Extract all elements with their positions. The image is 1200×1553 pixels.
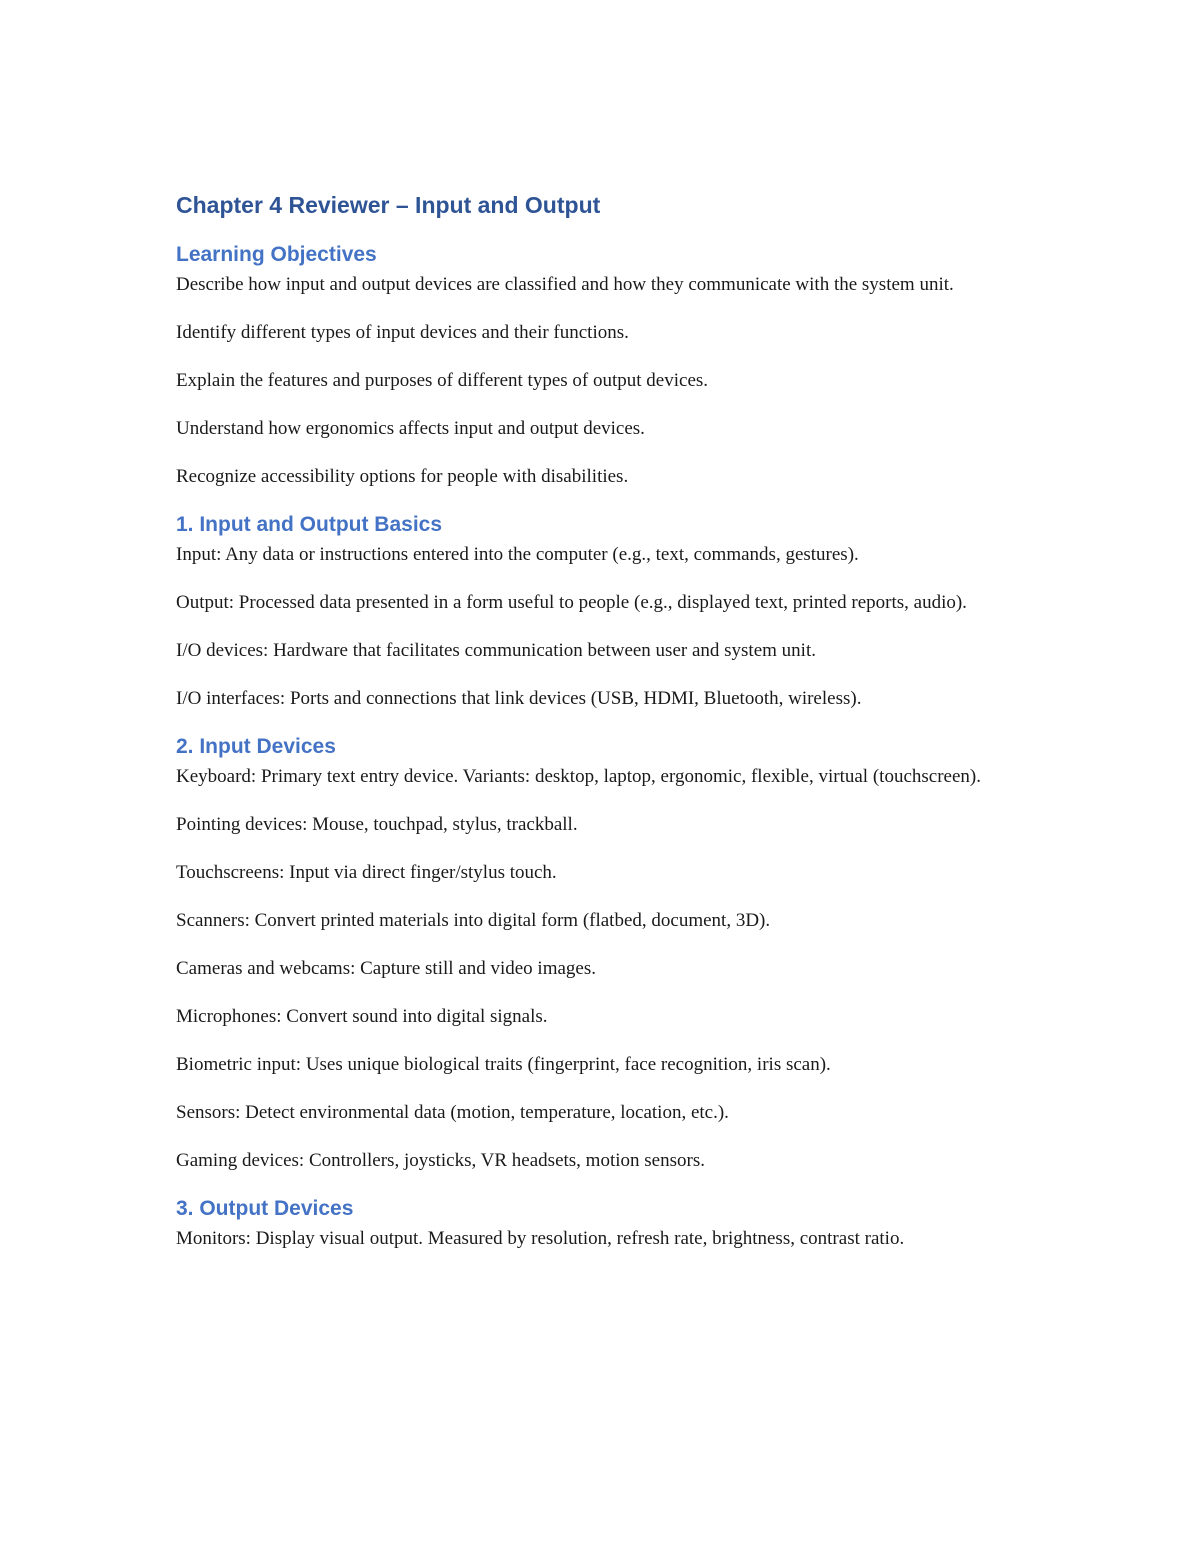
paragraph: Pointing devices: Mouse, touchpad, stylus, trackball.	[176, 814, 578, 835]
paragraph: Input: Any data or instructions entered into the computer (e.g., text, commands, gestures).	[176, 544, 859, 565]
paragraph: I/O interfaces: Ports and connections that link devices (USB, HDMI, Bluetooth, wireless).	[176, 688, 862, 709]
paragraph: Microphones: Convert sound into digital signals.	[176, 1006, 548, 1027]
paragraph: Scanners: Convert printed materials into digital form (flatbed, document, 3D).	[176, 910, 771, 931]
section-heading: 3. Output Devices	[176, 1197, 354, 1220]
paragraph: Output: Processed data presented in a form useful to people (e.g., displayed text, printed reports, audio).	[176, 592, 967, 613]
paragraph: Describe how input and output devices are classified and how they communicate with the system unit.	[176, 274, 954, 295]
section-input-output-basics	[176, 510, 1026, 713]
paragraph: Recognize accessibility options for people with disabilities.	[176, 466, 629, 487]
paragraph: Explain the features and purposes of different types of output devices.	[176, 370, 709, 391]
section-learning-objectives	[176, 240, 1026, 491]
section-heading: 1. Input and Output Basics	[176, 513, 443, 536]
document-page	[176, 188, 1026, 1272]
section-heading: 2. Input Devices	[176, 735, 336, 758]
section-output-devices	[176, 1194, 1026, 1253]
paragraph: Sensors: Detect environmental data (motion, temperature, location, etc.).	[176, 1102, 729, 1123]
paragraph: Understand how ergonomics affects input and output devices.	[176, 418, 645, 439]
section-heading: Learning Objectives	[176, 243, 377, 266]
paragraph: Touchscreens: Input via direct finger/stylus touch.	[176, 862, 557, 883]
paragraph: Gaming devices: Controllers, joysticks, VR headsets, motion sensors.	[176, 1150, 705, 1171]
paragraph: Monitors: Display visual output. Measured by resolution, refresh rate, brightness, contrast ratio.	[176, 1228, 905, 1249]
paragraph: Keyboard: Primary text entry device. Variants: desktop, laptop, ergonomic, flexible, virtual (touchscreen).	[176, 766, 981, 787]
paragraph: I/O devices: Hardware that facilitates communication between user and system unit.	[176, 640, 816, 661]
document-title: Chapter 4 Reviewer – Input and Output	[176, 192, 601, 218]
paragraph: Identify different types of input devices and their functions.	[176, 322, 629, 343]
paragraph: Cameras and webcams: Capture still and video images.	[176, 958, 596, 979]
paragraph: Biometric input: Uses unique biological traits (fingerprint, face recognition, iris scan).	[176, 1054, 831, 1075]
section-input-devices	[176, 732, 1026, 1175]
